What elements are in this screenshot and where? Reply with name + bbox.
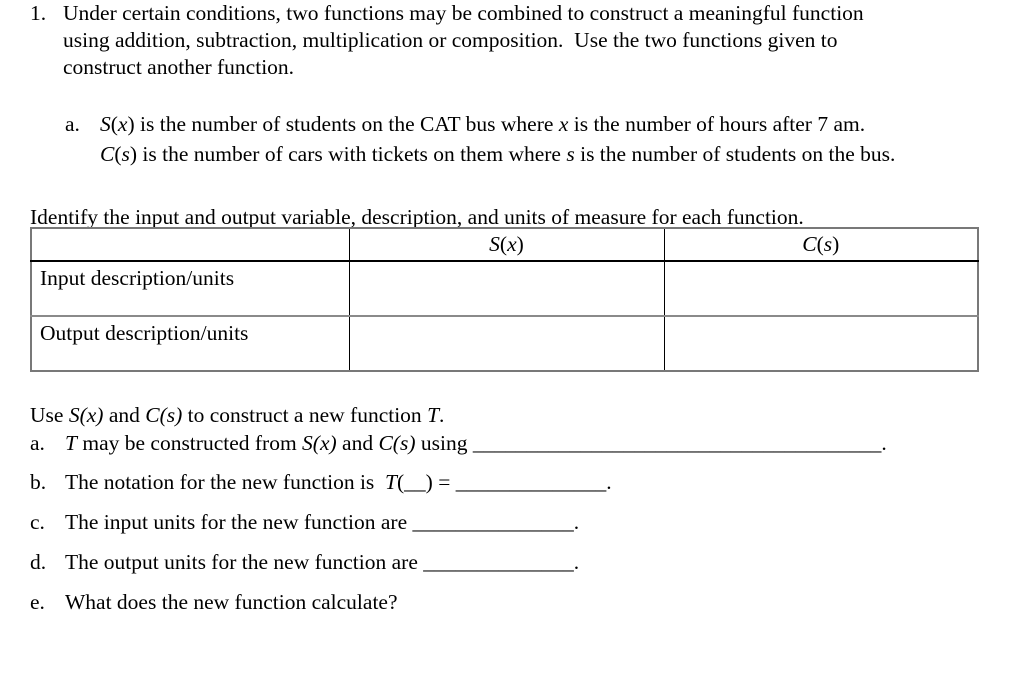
intro-line-3: construct another function. <box>63 55 295 79</box>
function-s-definition: S(x) is the number of students on the CAT bus where x is the number of hours after 7 am. <box>100 112 866 136</box>
table-header-row <box>31 228 978 261</box>
question-a-label: a. <box>30 431 45 455</box>
answer-cell-output-sx <box>349 316 664 371</box>
functions-table-wrap <box>30 227 979 372</box>
identify-caption: Identify the input and output variable, description, and units of measure for each function. <box>30 205 804 229</box>
row-label-input: Input description/units <box>31 261 349 316</box>
question-item-a <box>30 430 1010 457</box>
problem-intro <box>63 0 864 81</box>
question-item-e <box>30 589 1010 616</box>
row-label-output: Output description/units <box>31 316 349 371</box>
intro-line-2: using addition, subtraction, multiplication or composition. Use the two functions given to <box>63 28 838 52</box>
table-row-input <box>31 261 978 316</box>
col-header-cs: C(s) <box>664 228 978 261</box>
question-item-d <box>30 549 1010 576</box>
question-c-label: c. <box>30 510 45 534</box>
problem-1 <box>30 0 864 81</box>
answer-cell-output-cs <box>664 316 978 371</box>
answer-cell-input-cs <box>664 261 978 316</box>
function-c-definition: C(s) is the number of cars with tickets on them where s is the number of students on the bus. <box>100 142 896 166</box>
question-d-text: The output units for the new function are ______________. <box>65 550 580 574</box>
question-b-label: b. <box>30 470 47 494</box>
functions-table <box>30 227 979 372</box>
part-a-label: a. <box>65 112 80 136</box>
question-e-text: What does the new function calculate? <box>65 590 398 614</box>
question-e-label: e. <box>30 590 45 614</box>
question-item-c <box>30 509 1010 536</box>
part-a <box>65 109 895 169</box>
construct-intro: Use S(x) and C(s) to construct a new function T. <box>30 403 445 427</box>
intro-line-1: Under certain conditions, two functions may be combined to construct a meaningful function <box>63 1 864 25</box>
corner-header-cell <box>31 228 349 261</box>
question-a-text: T may be constructed from S(x) and C(s) using ______________________________________. <box>65 431 887 455</box>
problem-number: 1. <box>30 1 47 25</box>
question-b-text: The notation for the new function is T(__) = ______________. <box>65 470 612 494</box>
part-a-text <box>100 109 895 169</box>
table-row-output <box>31 316 978 371</box>
question-c-text: The input units for the new function are _______________. <box>65 510 580 534</box>
question-d-label: d. <box>30 550 47 574</box>
question-item-b <box>30 469 1010 496</box>
answer-cell-input-sx <box>349 261 664 316</box>
col-header-sx: S(x) <box>349 228 664 261</box>
